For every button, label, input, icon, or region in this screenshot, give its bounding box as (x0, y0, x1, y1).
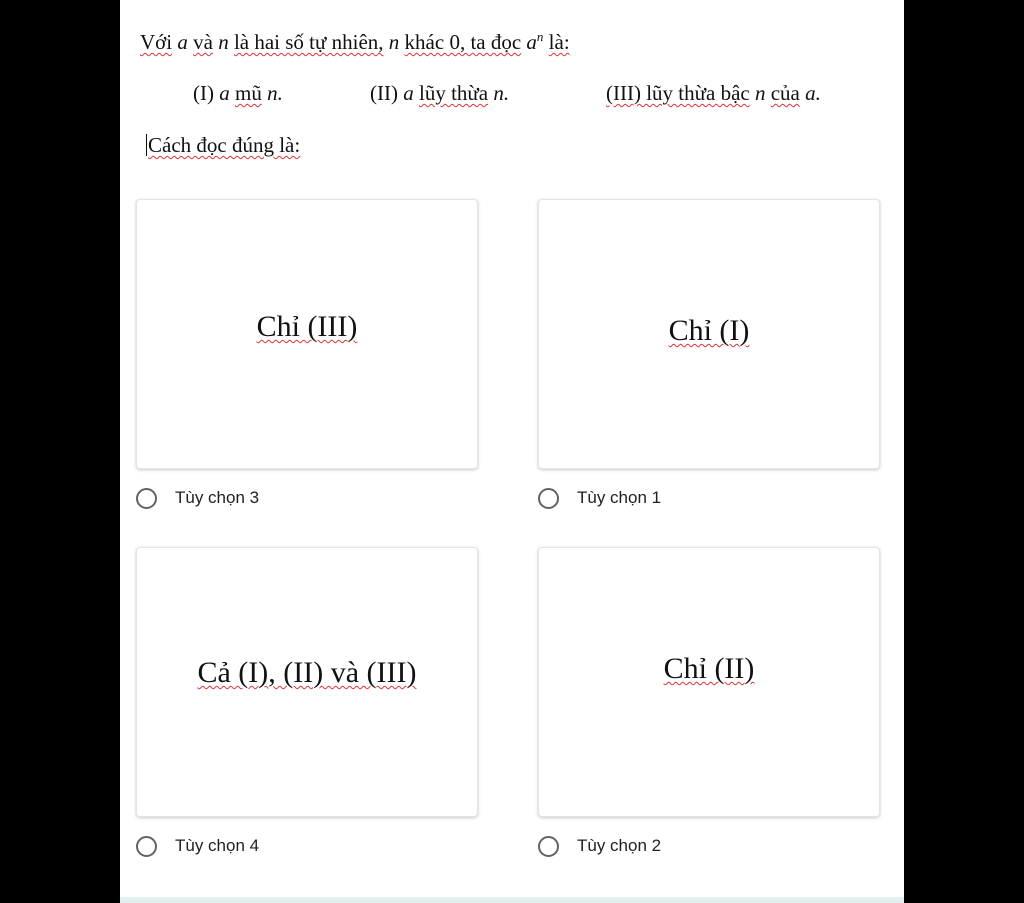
radio-button[interactable] (538, 836, 559, 857)
option-row[interactable] (136, 833, 259, 859)
option-image-text: Chỉ (I) (668, 314, 750, 347)
radio-button[interactable] (136, 836, 157, 857)
question-image (120, 0, 904, 180)
text-caret (146, 134, 147, 156)
option-row[interactable] (538, 833, 661, 859)
option-image-card[interactable] (136, 547, 478, 817)
option-label[interactable]: Tùy chọn 2 (577, 836, 662, 855)
page-footer-strip (120, 897, 904, 903)
option-image-card[interactable] (538, 199, 880, 469)
option-row[interactable] (538, 485, 661, 511)
option-image-text: Chỉ (III) (256, 310, 358, 343)
reading-option-3: (III) lũy thừa bậc n của a. (606, 81, 821, 105)
question-prompt: Cách đọc đúng là: (148, 133, 301, 157)
reading-option-1: (I) a mũ n. (193, 81, 283, 105)
option-label[interactable]: Tùy chọn 1 (577, 488, 662, 507)
question-statement: Với a và n là hai số tự nhiên, n khác 0, ta đọc $a^n$ là: (140, 29, 570, 54)
option-image-card[interactable] (538, 547, 880, 817)
option-row[interactable] (136, 485, 259, 511)
form-page (120, 0, 904, 903)
option-image-text: Cả (I), (II) và (III) (197, 656, 417, 689)
reading-option-2: (II) a lũy thừa n. (370, 81, 510, 105)
radio-button[interactable] (538, 488, 559, 509)
option-image-text: Chỉ (II) (663, 652, 755, 685)
option-label[interactable]: Tùy chọn 4 (175, 836, 260, 855)
option-image-card[interactable] (136, 199, 478, 469)
option-label[interactable]: Tùy chọn 3 (175, 488, 260, 507)
radio-button[interactable] (136, 488, 157, 509)
